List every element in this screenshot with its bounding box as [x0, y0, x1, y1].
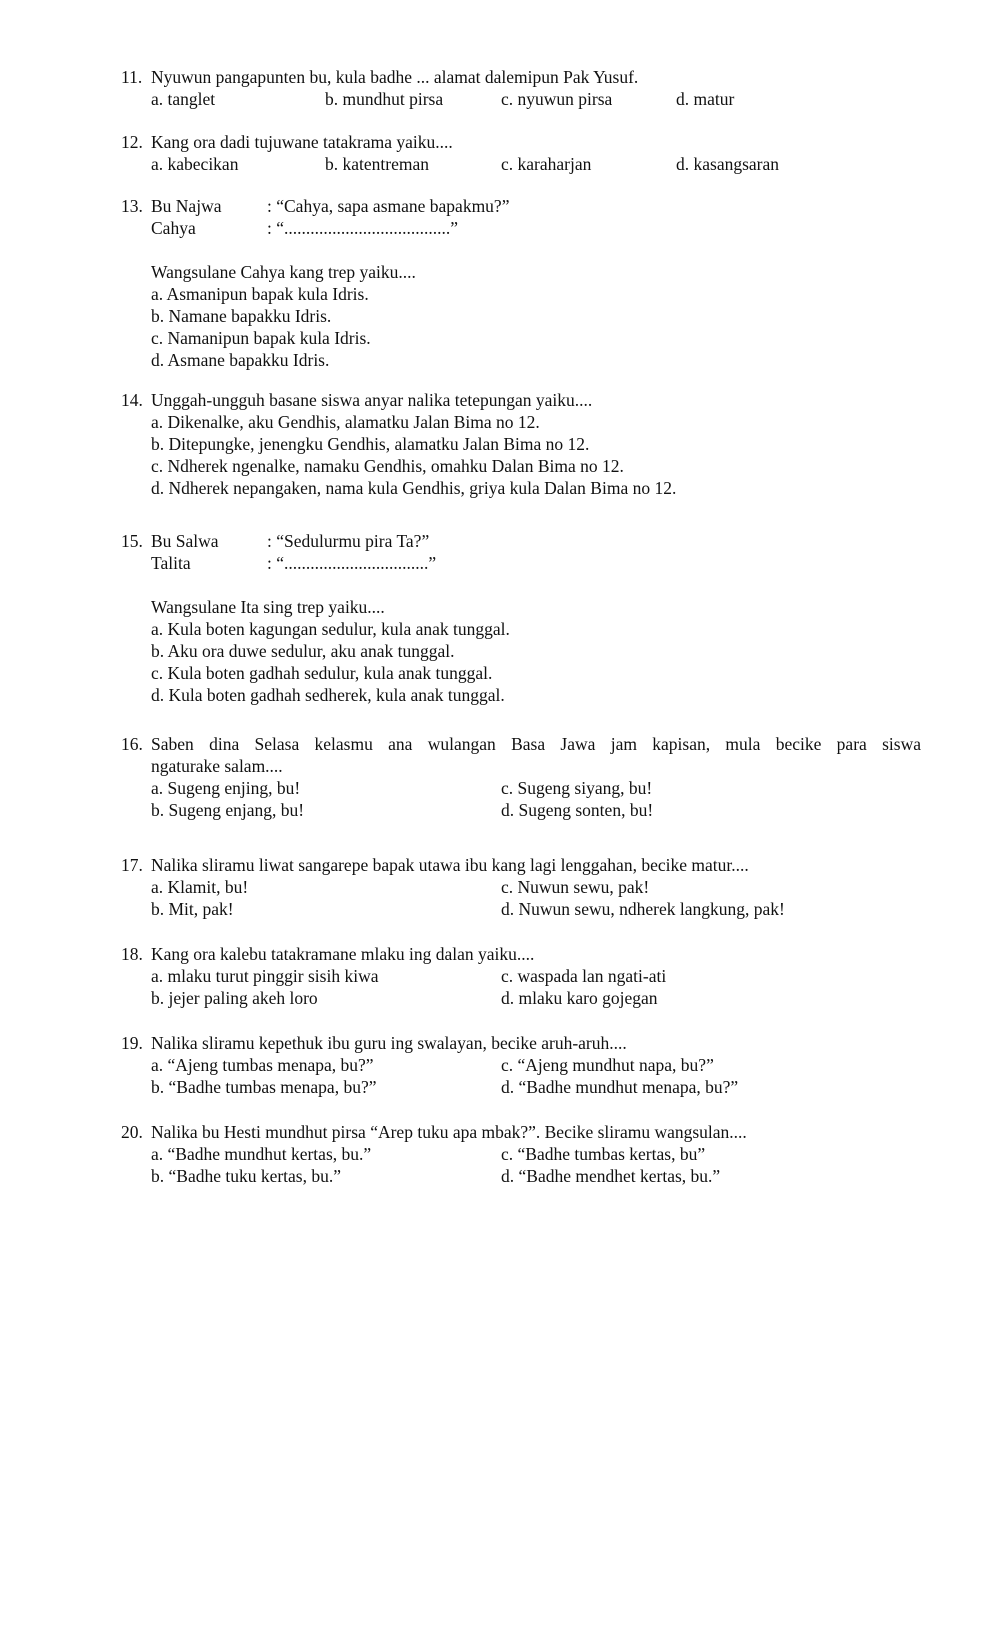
question-text: Unggah-ungguh basane siswa anyar nalika tetepungan yaiku.... [151, 390, 593, 410]
option-b[interactable]: b. Ditepungke, jenengku Gendhis, alamatku Jalan Bima no 12. [151, 434, 590, 454]
question-text-line-1: Saben dina Selasa kelasmu ana wulangan Basa Jawa jam kapisan, mula becike para siswa [151, 734, 921, 754]
options-row [121, 898, 921, 920]
option-c[interactable]: c. karaharjan [501, 154, 592, 174]
options-row [121, 153, 921, 175]
options-row [121, 1165, 921, 1187]
utterance: : “Cahya, sapa asmane bapakmu?” [267, 196, 510, 216]
question-18 [121, 943, 921, 1009]
option-d[interactable]: d. Kula boten gadhah sedherek, kula anak tunggal. [151, 685, 505, 705]
question-14 [121, 389, 921, 499]
utterance: : “......................................” [267, 218, 459, 238]
option-d[interactable]: d. Ndherek nepangaken, nama kula Gendhis, griya kula Dalan Bima no 12. [151, 478, 677, 498]
option-a[interactable]: a. “Ajeng tumbas menapa, bu?” [151, 1055, 374, 1075]
question-number: 13. [121, 196, 143, 216]
spacer [121, 574, 921, 596]
option-a[interactable]: a. Sugeng enjing, bu! [151, 778, 301, 798]
option-c[interactable]: c. Sugeng siyang, bu! [501, 778, 653, 798]
question-13 [121, 195, 921, 371]
options-row [121, 876, 921, 898]
question-line [121, 854, 921, 876]
option-b[interactable]: b. Aku ora duwe sedulur, aku anak tunggal. [151, 641, 455, 661]
question-line [121, 733, 921, 755]
option-b[interactable]: b. mundhut pirsa [325, 89, 444, 109]
question-number: 17. [121, 855, 143, 875]
option-c[interactable]: c. “Ajeng mundhut napa, bu?” [501, 1055, 714, 1075]
utterance: : “Sedulurmu pira Ta?” [267, 531, 430, 551]
question-text: Nalika sliramu kepethuk ibu guru ing swalayan, becike aruh-aruh.... [151, 1033, 627, 1053]
question-16 [121, 733, 921, 821]
option-b[interactable]: b. Sugeng enjang, bu! [151, 800, 305, 820]
option-b[interactable]: b. jejer paling akeh loro [151, 988, 318, 1008]
question-line [121, 389, 921, 411]
option-a[interactable]: a. Klamit, bu! [151, 877, 249, 897]
dialogue-line [121, 530, 921, 552]
options-row [121, 777, 921, 799]
question-text: Nalika sliramu liwat sangarepe bapak utawa ibu kang lagi lenggahan, becike matur.... [151, 855, 749, 875]
option-b[interactable]: b. “Badhe tumbas menapa, bu?” [151, 1077, 377, 1097]
option-d[interactable]: d. matur [676, 89, 735, 109]
option-d[interactable]: d. “Badhe mendhet kertas, bu.” [501, 1166, 721, 1186]
question-number: 12. [121, 132, 143, 152]
option-b[interactable]: b. Namane bapakku Idris. [151, 306, 332, 326]
question-line [121, 1121, 921, 1143]
option-c[interactable]: c. waspada lan ngati-ati [501, 966, 667, 986]
speaker: Talita [151, 553, 191, 573]
option-d[interactable]: d. Sugeng sonten, bu! [501, 800, 654, 820]
options-row [121, 1143, 921, 1165]
speaker: Cahya [151, 218, 196, 238]
question-12 [121, 131, 921, 175]
option-d[interactable]: d. Nuwun sewu, ndherek langkung, pak! [501, 899, 785, 919]
dialogue-line [121, 217, 921, 239]
question-number: 18. [121, 944, 143, 964]
option-c[interactable]: c. Nuwun sewu, pak! [501, 877, 650, 897]
option-c[interactable]: c. Namanipun bapak kula Idris. [151, 328, 371, 348]
question-line [121, 1032, 921, 1054]
option-d[interactable]: d. Asmane bapakku Idris. [151, 350, 330, 370]
question-text: Nyuwun pangapunten bu, kula badhe ... alamat dalemipun Pak Yusuf. [151, 67, 639, 87]
question-15 [121, 530, 921, 706]
question-number: 14. [121, 390, 143, 410]
spacer [121, 239, 921, 261]
option-a[interactable]: a. Dikenalke, aku Gendhis, alamatku Jalan Bima no 12. [151, 412, 540, 432]
option-a[interactable]: a. mlaku turut pinggir sisih kiwa [151, 966, 379, 986]
question-line [121, 66, 921, 88]
options-row [121, 1054, 921, 1076]
question-number: 16. [121, 734, 143, 754]
question-17 [121, 854, 921, 920]
option-b[interactable]: b. “Badhe tuku kertas, bu.” [151, 1166, 342, 1186]
utterance: : “.................................” [267, 553, 437, 573]
speaker: Bu Salwa [151, 531, 219, 551]
options-row [121, 88, 921, 110]
question-line [121, 943, 921, 965]
question-number: 20. [121, 1122, 143, 1142]
option-d[interactable]: d. kasangsaran [676, 154, 780, 174]
dialogue-line [121, 552, 921, 574]
question-20 [121, 1121, 921, 1187]
question-text: Kang ora dadi tujuwane tatakrama yaiku.... [151, 132, 453, 152]
options-row [121, 965, 921, 987]
option-c[interactable]: c. “Badhe tumbas kertas, bu” [501, 1144, 706, 1164]
question-text-line-2: ngaturake salam.... [151, 756, 283, 776]
question-prompt: Wangsulane Ita sing trep yaiku.... [151, 597, 385, 617]
speaker: Bu Najwa [151, 196, 222, 216]
question-11 [121, 66, 921, 110]
option-a[interactable]: a. Asmanipun bapak kula Idris. [151, 284, 369, 304]
question-number: 15. [121, 531, 143, 551]
option-d[interactable]: d. “Badhe mundhut menapa, bu?” [501, 1077, 739, 1097]
question-number: 19. [121, 1033, 143, 1053]
option-c[interactable]: c. Ndherek ngenalke, namaku Gendhis, omahku Dalan Bima no 12. [151, 456, 624, 476]
option-a[interactable]: a. kabecikan [151, 154, 239, 174]
options-row [121, 1076, 921, 1098]
option-b[interactable]: b. Mit, pak! [151, 899, 234, 919]
options-row [121, 987, 921, 1009]
option-b[interactable]: b. katentreman [325, 154, 429, 174]
question-line [121, 131, 921, 153]
option-d[interactable]: d. mlaku karo gojegan [501, 988, 658, 1008]
question-text: Nalika bu Hesti mundhut pirsa “Arep tuku apa mbak?”. Becike sliramu wangsulan.... [151, 1122, 747, 1142]
dialogue-line [121, 195, 921, 217]
question-prompt: Wangsulane Cahya kang trep yaiku.... [151, 262, 416, 282]
question-19 [121, 1032, 921, 1098]
question-text: Kang ora kalebu tatakramane mlaku ing dalan yaiku.... [151, 944, 535, 964]
option-a[interactable]: a. tanglet [151, 89, 216, 109]
option-a[interactable]: a. Kula boten kagungan sedulur, kula anak tunggal. [151, 619, 510, 639]
question-number: 11. [121, 67, 143, 87]
option-c[interactable]: c. nyuwun pirsa [501, 89, 613, 109]
options-row [121, 799, 921, 821]
option-c[interactable]: c. Kula boten gadhah sedulur, kula anak tunggal. [151, 663, 493, 683]
option-a[interactable]: a. “Badhe mundhut kertas, bu.” [151, 1144, 372, 1164]
